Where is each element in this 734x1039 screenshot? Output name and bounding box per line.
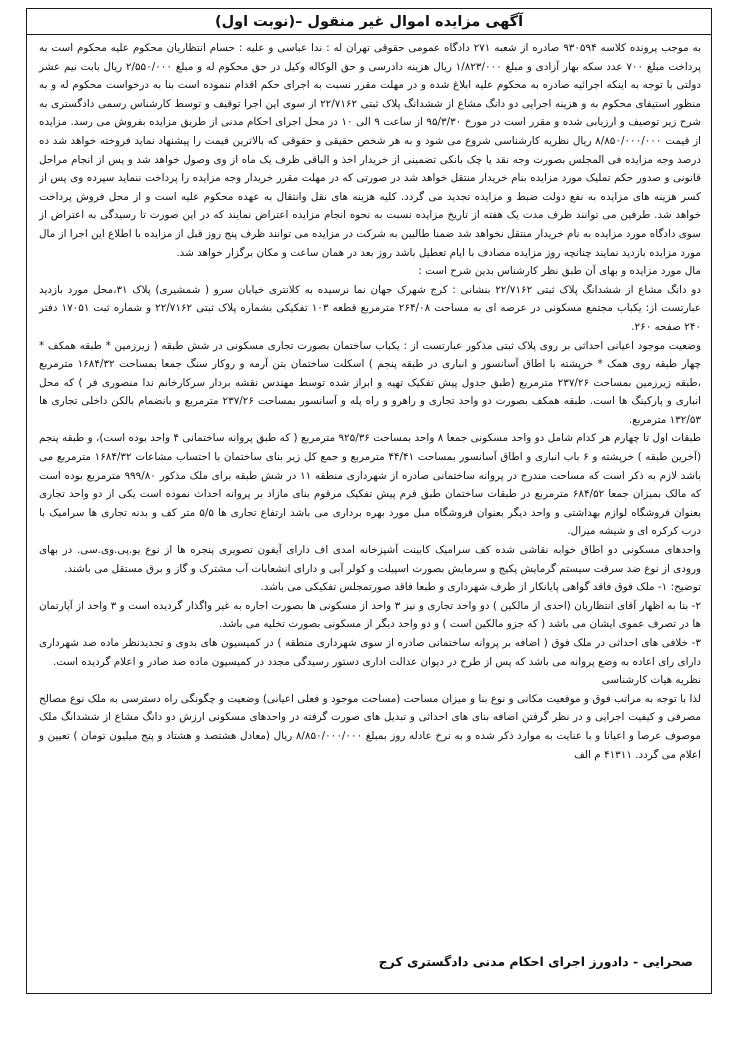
signature: صحرایی - دادورز اجرای احکام مدنی دادگستری کرج — [378, 954, 693, 969]
paragraph-residential-units: واحدهای مسکونی دو اطاق خوابه نقاشی شده کف سرامیک کابینت آشپزخانه امدی اف دارای آیفون تصویری پنجره ها از نوع یو.پی.وی.سی. در بهای ورودی از نوع ضد سرقت سیستم گرمایش پکیج و سرمایش بصورت اسپیلت و کولر آبی و دارای انشعابات آب مشترک و گاز و برق مستقل می باشند. — [39, 544, 701, 575]
paragraph-expert-heading: نظریه هیات کارشناسی — [601, 674, 701, 687]
paragraph-property-address: دو دانگ مشاع از ششدانگ پلاک ثبتی ۲۲/۷۱۶۲ بنشانی : کرج شهرک جهان نما نرسیده به کلانتری خیابان سرو ( شمشیری) پلاک ۳۱،محل مورد بازدید عبارتست از: یکباب مجتمع مسکونی در عرصه ای به مساحت ۲۶۴/۰۸ مترمربع قطعه ۱۰۳ تفکیکی بشماره پلاک ثبتی ۲۲/۷۱۶۲ و شماره ثبت ۱۷۰۵۱ دفتر ۲۴۰ صفحه ۲۶۰. — [39, 283, 702, 333]
paragraph-expert-opinion: لذا با توجه به مراتب فوق و موقعیت مکانی و نوع بنا و میزان مساحت (مساحت موجود و فعلی اعیانی) وضعیت و چگونگی راه دسترسی به ملک نوع مصالح مصرفی و کیفیت اجرایی و در نظر گرفتن اضافه بنای های احداثی و تبدیل های صورت گرفته در واحدهای مسکونی ارزش دو دانگ مشاع از ششدانگ ملک موصوف عرصا و اعیانا و با عنایت به موارد ذکر شده و به نرخ عادله روز بمبلغ ۸/۸۵۰/۰۰۰/۰۰۰ ریال (معادل هشتصد و هشتاد و پنج میلیون تومان ) تعیین و اعلام می گردد. ۴۱۳۱۱ م الف — [39, 692, 701, 761]
paragraph-note-3: ۳- خلافی های احداثی در ملک فوق ( اضافه بر پروانه ساختمانی صادره از سوی شهرداری منطقه ) در کمیسیون های بدوی و تجدیدنظر ماده صد شهرداری دارای رای اعاده به وضع پروانه می باشد که پس از طرح در دیوان عدالت اداری دستور رسیدگی مجدد در کمیسیون ماده صد صادر و اعلام گردیده است. — [39, 637, 701, 668]
paragraph-building-status: وضعیت موجود اعیانی احداثی بر روی پلاک ثبتی مذکور عبارتست از : یکباب ساختمان بصورت تجاری مسکونی در شش طبقه ( زیرزمین * طبقه همکف * چهار طبقه روی همک * خرپشته با اطاق آسانسور و انباری در طبقه پنجم ) اسکلت ساختمان بتن آرمه و روکار سنگ جمعا بمساحت ۱۶۸۴/۳۲ مترمربع ،طبقه زیرزمین بمساحت ۲۳۷/۲۶ مترمربع (طبق جدول پیش تفکیک تهیه و ابراز شده توسط مهندس نقشه بردار سرکارخانم ندا منصوری فر ) که محل انباری و پارکینگ ها است. طبقه همکف بصورت دو واحد تجاری و راهرو و راه پله و آسانسور بمساحت ۲۳۷/۲۶ مترمربع و بانضمام بالکن داخلی تجاری ها ۱۳۲/۵۳ مترمربع. — [39, 339, 701, 426]
paragraph-note-1: توضیح: ۱- ملک فوق فاقد گواهی پایانکار از طرف شهرداری و طبعا فاقد صورتمجلس تفکیکی می باشد. — [260, 581, 701, 594]
paragraph-floors: طبقات اول تا چهارم هر کدام شامل دو واحد مسکونی جمعا ۸ واحد بمساحت ۹۲۵/۳۶ مترمربع ( که طبق پروانه ساختمانی ۴ واحد بوده است)، و طبقه پنجم (آخرین طبقه ) خرپشته و ۶ باب انباری و اطاق آسانسور بمساحت ۴۴/۴۱ مترمربع و جمع کل زیر بنای ساختمان با احتساب مشاعات ۱۶۸۴/۳۲ مترمربع می باشد لازم به ذکر است که مساحت مندرج در پروانه ساختمانی صادره از شهرداری منطقه ۱۱ در شش طبقه برای ملک مذکور ۹۹۹/۸۰ مترمربع بوده است که مالک بمیزان جمعا ۶۸۴/۵۲ مترمربع در طبقات ساختمان طبق فرم پیش تفکیک مرقوم بنای مازاد بر پروانه احداث نموده است یکی از دو واحد تجاری بعنوان فروشگاه لوازم بهداشتی و واحد دیگر بعنوان فروشگاه مبل مورد بهره برداری می باشد ارتفاع تجاری ها ۵/۵ متر کف و بدنه تجاری ها سرامیک با درب کرکره ای و شیشه میرال. — [39, 432, 701, 538]
notice-body — [27, 35, 711, 764]
paragraph-intro: به موجب پرونده کلاسه ۹۳۰۵۹۴ صادره از شعبه ۲۷۱ دادگاه عمومی حقوقی تهران له : ندا عباسی و علیه : حسام انتظاریان محکوم علیه محکوم است به پرداخت مبلغ ۷۰۰ عدد سکه بهار آزادی و مبلغ ۱/۸۲۳/۰۰۰ ریال هزینه دادرسی و حق الوکاله وکیل در حق محکوم له و مبلغ ۲/۵۵۰/۰۰۰ ریال بابت نیم عشر دولتی با توجه به اینکه اجرائیه صادره به محکوم علیه ابلاغ شده و در مهلت مقرر نسبت به اجرای حکم اقدام ننموده است بنا به درخواست محکوم له و به منظور استیفای محکوم به و هزینه اجرایی دو دانگ مشاع از ششدانگ پلاک ثبتی ۲۲/۷۱۶۲ از سوی این اجرا توقیف و توسط کارشناس رسمی دادگستری به شرح زیر توصیف و ارزیابی شده و مقرر است در مورخ ۹۵/۳/۳۰ از ساعت ۹ الی ۱۰ در محل اجرای احکام مدنی از طریق مزایده بفروش می رسد. مزایده از قیمت ۸/۸۵۰/۰۰۰/۰۰۰ ریال نظریه کارشناسی شروع می شود و به هر شخص حقیقی و حقوقی که بالاترین قیمت را پیشنهاد نماید فروخته خواهد شد ده درصد وجه مزایده فی المجلس بصورت وجه نقد یا چک بانکی تضمینی از خریدار اخذ و الباقی ظرف یک ماه از وی وصول خواهد شد و پس از انجام مراحل قانونی و صدور حکم تملیک مورد مزایده بنام خریدار منتقل خواهد شد در صورتی که در مهلت مقرر خریدار وجه مزایده را پرداخت ننماید سپرده وی پس از کسر هزینه های مزایده به نفع دولت ضبط و مزایده تجدید می گردد. کلیه هزینه های نقل وانتقال به عهده محکوم علیه است و از محل فروش پرداخت خواهد شد. طرفین می توانند ظرف مدت یک هفته از تاریخ مزایده نسبت به نحوه انجام مزایده اعتراض نمایند که در این صورت تا رسیدگی به اعتراض از سوی دادگاه مورد مزایده به نام خریدار منتقل نخواهد شد ضمنا طالبین به شرکت در مزایده می توانند ظرف پنج روز قبل از مزایده با اطلاع این اجرا از مال مورد مزایده بازدید نمایند چنانچه روز مزایده مصادف با ایام تعطیل باشد روز بعد در همان ساعت و مکان برگزار خواهد شد. — [39, 42, 701, 259]
paragraph-property-heading: مال مورد مزایده و بهای آن طبق نظر کارشناس بدین شرح است : — [418, 265, 701, 278]
notice-title: آگهی مزایده اموال غیر منقول –(نوبت اول) — [214, 14, 524, 30]
auction-notice — [26, 8, 712, 994]
paragraph-note-2: ۲- بنا به اظهار آقای انتظاریان (احدی از مالکین ) دو واحد تجاری و نیز ۳ واحد از مسکونی ها بصورت اجاره به غیر واگذار گردیده است و ۳ واحد از آپارتمان ها در تصرف عموی ایشان می باشد ( که جزو مالکین است ) و دو واحد دیگر از مسکونی بصورت تخلیه می باشد. — [39, 599, 701, 631]
